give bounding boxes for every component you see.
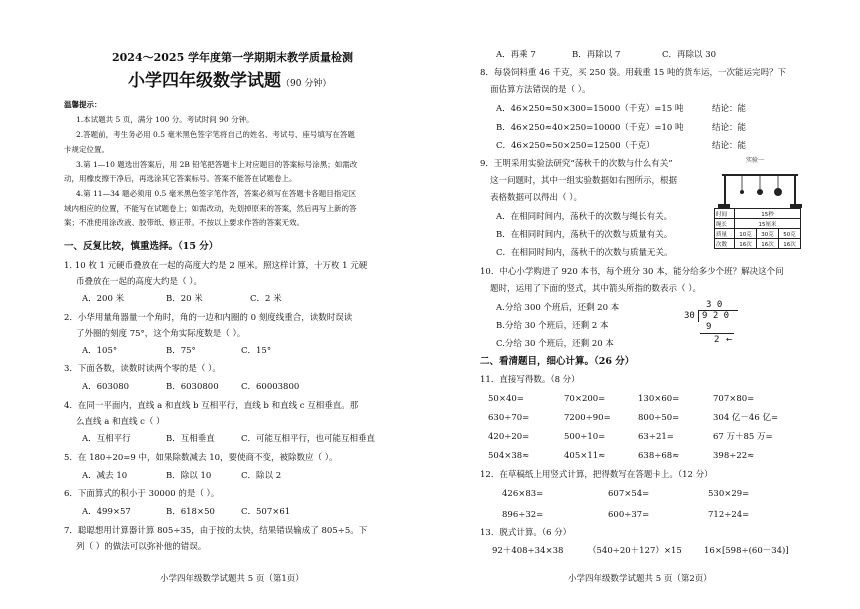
experiment-figure [710,158,810,256]
question-text: 表格数据可以得出（ ）。 [490,193,582,203]
option-b: B．20 米 [166,294,203,304]
notice-line: 案；不准使用涂改液、胶带纸、修正带。不按以上要求作答的答案无效。 [64,218,304,227]
division-divisor: 30 [684,311,695,321]
option-a: A．105° [82,346,118,356]
calc-item: 607×54= [608,489,650,499]
option-b: B．在相同时间内，荡秋千的次数与质量有关。 [496,230,673,240]
calc-item: 426×83= [502,489,544,499]
option-c: C．2 米 [250,294,282,304]
calc-item: 304 亿－46 亿= [713,413,779,423]
calc-item: 67 万＋85 万= [713,432,773,442]
option-c: C．可能互相平行，也可能互相垂直 [241,434,376,444]
exam-header: 2024～2025 学年度第一学期期末教学质量检测 [112,51,354,64]
table-cell: 50克 [779,229,801,239]
pendulum-drawing [710,166,810,212]
option-a: A．减去 10 [82,471,128,481]
table-cell: 时间 [715,209,735,219]
page-footer: 小学四年级数学试题共 5 页（第1页） [160,574,304,584]
question-text: 7．聪聪想用计算器计算 805÷35，由于按的太快，结果错误输成了 805÷5。下 [64,526,368,536]
calc-item: 405×11≈ [564,451,606,461]
question-text: 了外圈的刻度 75°，这个角实际度数是（ ）。 [76,329,246,339]
calc-item: 712÷24= [708,510,750,520]
exam-title: 小学四年级数学试题 [128,71,281,91]
option-c: C．46×250≈50×250=12500（千克） [496,141,655,151]
division-dividend: 9 2 0 [702,311,730,321]
question-text: 么直线 a 和直线 c（ ） [76,417,165,427]
table-row [715,219,801,229]
table-cell: 质量 [715,229,735,239]
option-b: B．除以 10 [166,471,212,481]
question-text: 10．中心小学购进了 920 本书，每个班分 30 本，能分给多少个班？解决这个问 [480,267,784,277]
experiment-title: 实验一 [746,157,765,164]
table-cell: 10克 [735,229,757,239]
option-a: A.分给 300 个班后，还剩 20 本 [496,303,620,313]
notice-line: 2.答题前，考生务必用 0.5 毫米黑色签字笔将自己的姓名、考试号、座号填写在答题 [76,130,355,139]
notice-line: 4.第 11—34 题必须用 0.5 毫米黑色签字笔作答，答案必须写在答题卡各题目指定区 [76,189,357,198]
table-row [715,239,801,249]
table-row [715,209,801,219]
calc-item: 530×29= [708,489,750,499]
calc-item: 896÷32= [502,510,544,520]
calc-item: 504×38≈ [488,451,530,461]
calc-item: 398÷22≈ [713,451,755,461]
option-b-conclusion: 结论：能 [712,123,747,133]
option-a-conclusion: 结论：能 [712,104,747,114]
option-b: B．6030800 [166,382,219,392]
question-text: 这一问题时，其中一组实验数据如右图所示，根据 [490,176,678,186]
option-c: C．15° [241,346,272,356]
option-a: A．在相同时间内，荡秋千的次数与绳长有关。 [496,212,673,222]
arrow-left-icon: ← [726,334,733,345]
option-b: B．互相垂直 [166,434,215,444]
option-a: A．200 米 [82,294,125,304]
experiment-table [714,208,801,249]
page-2 [430,0,860,609]
question-title: 11．直接写得数。（8 分） [480,375,580,385]
question-text: 5．在 180÷20=9 中，如果除数减去 10，要使商不变，被除数应（ ）。 [64,453,338,463]
notice-line: 域内相应的位置，不能写在试题卷上；如需改动，先划掉原来的答案，然后再写上新的答 [64,204,357,213]
option-a: A．499×57 [82,507,131,517]
table-cell: 16次 [735,239,757,249]
option-b: B．75° [166,346,196,356]
calc-item: 630÷70= [488,413,530,423]
division-subtrahend: 9 [706,322,712,332]
question-text: 9．王明采用实验法研究“荡秋千的次数与什么有关” [480,159,673,169]
table-cell: 16次 [779,239,801,249]
table-cell: 绳长 [715,219,735,229]
table-cell: 15厘米 [735,219,801,229]
calc-item: 600÷37= [608,510,650,520]
option-b: B．再除以 7 [572,50,621,60]
notice-line: 动，用橡皮擦干净后，再选涂其它答案标号。答案不能答在试题卷上。 [64,174,297,183]
long-division [684,300,764,352]
calc-item: 638÷68≈ [638,451,680,461]
calc-item: 63÷21= [638,432,674,442]
division-quotient: 3 0 [706,300,723,310]
question-text: 题时，运用了下面的竖式，其中箭头所指的数表示（ ）。 [490,284,701,294]
option-c: C．507×61 [241,507,291,517]
question-title: 12．在草稿纸上用竖式计算，把得数写在答题卡上。（12 分） [480,470,713,480]
section-2-heading: 二、看清题目，细心计算。（26 分） [480,356,635,367]
section-1-heading: 一、反复比较，慎重选择。（15 分） [64,241,219,252]
question-text: 4．在同一平面内，直线 a 和直线 b 互相平行，直线 b 和直线 c 互相垂直。那 [64,401,359,411]
question-text: 2．小华用量角器量一个角时，角的一边和内圈的 0 刻度线重合，读数时误读 [64,313,353,323]
option-c: C．60003800 [241,382,300,392]
option-a: A．46×250≈50×300=15000（千克）=15 吨 [496,104,684,114]
division-bracket [698,311,699,322]
question-text: 面估算方法错误的是（ ）。 [490,85,591,95]
option-c-conclusion: 结论：能 [712,141,747,151]
exam-duration: （90 分钟） [281,79,332,89]
option-a: A．互相平行 [82,434,131,444]
calc-item: 92＋408÷34×38 [492,546,564,556]
option-c: C．在相同时间内，荡秋千的次数与质量无关。 [496,248,673,258]
notice-line: 卡规定位置。 [64,145,109,154]
notice-title: 温馨提示： [64,100,102,109]
option-b: B．46×250≈40×250=10000（千克）=10 吨 [496,123,684,133]
calc-item: 130×60= [638,394,680,404]
calc-item: 16×[598÷(60－34)] [704,546,789,556]
option-a: A．603080 [82,382,130,392]
calc-item: 420÷20= [488,432,530,442]
calc-item: 800÷50= [638,413,680,423]
calc-item: 50×40= [488,394,524,404]
question-text: 3．下面各数，读数时读两个零的是（ ）。 [64,364,221,374]
calc-item: 7200÷90= [564,413,611,423]
table-cell: 次数 [715,239,735,249]
calc-item: 70×200= [564,394,606,404]
question-title: 13．脱式计算。（6 分） [480,528,572,538]
table-row [715,229,801,239]
table-cell: 15秒 [735,209,801,219]
question-text: 列（ ）的做法可以弥补他的错误。 [76,542,207,552]
notice-line: 3.第 1—10 题选出答案后，用 2B 铅笔把答题卡上对应题目的答案标号涂黑；如需改 [76,160,358,169]
exam-title-block [128,72,331,92]
table-cell: 16次 [757,239,779,249]
option-b: B．618×50 [166,507,215,517]
question-text: 6．下面算式的积小于 30000 的是（ ）。 [64,489,220,499]
option-c: C．再除以 30 [662,50,717,60]
calc-item: 707×80= [713,394,755,404]
notice-line: 1.本试题共 5 页，满分 100 分。考试时间 90 分钟。 [76,115,254,124]
option-b: B.分给 30 个班后，还剩 2 本 [496,321,609,331]
question-text: 币叠放在一起的高度大约是（ ）。 [76,277,202,287]
division-remainder: 2 [714,335,720,345]
page-footer: 小学四年级数学试题共 5 页（第2页） [568,574,712,584]
table-cell: 30克 [757,229,779,239]
option-a: A．再乘 7 [496,50,536,60]
calc-item: 500÷10= [564,432,606,442]
option-c: C．除以 2 [241,471,282,481]
option-c: C.分给 30 个班后，还剩 20 本 [496,339,614,349]
question-text: 1. 10 枚 1 元硬币叠放在一起的高度大约是 2 厘米。照这样计算，十万枚 1 元硬 [64,261,368,271]
calc-item: （540÷20＋127）×15 [588,546,682,556]
question-text: 8．每袋饲料重 46 千克，买 250 袋。用载重 15 吨的货车运，一次能运完吗？下 [480,68,786,78]
